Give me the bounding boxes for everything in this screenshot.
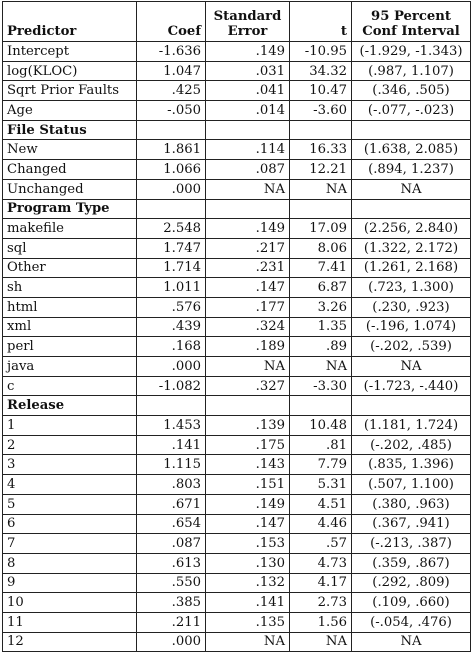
conf-interval-cell: (.380, .963) — [352, 494, 471, 514]
standard-error-cell: .139 — [206, 416, 290, 436]
predictor-cell: 6 — [3, 514, 137, 534]
conf-interval-cell: (.835, 1.396) — [352, 455, 471, 475]
predictor-cell: xml — [3, 317, 137, 337]
predictor-cell: Changed — [3, 160, 137, 180]
t-value-cell: -10.95 — [290, 42, 352, 62]
standard-error-cell: .327 — [206, 376, 290, 396]
t-value-cell: NA — [290, 179, 352, 199]
table-row — [3, 593, 471, 613]
conf-interval-cell: (-.196, 1.074) — [352, 317, 471, 337]
standard-error-cell: .177 — [206, 297, 290, 317]
t-value-cell: 3.26 — [290, 297, 352, 317]
t-value-cell: .81 — [290, 435, 352, 455]
empty-cell — [352, 396, 471, 416]
conf-interval-cell: NA — [352, 357, 471, 377]
coef-cell: .654 — [137, 514, 206, 534]
coef-cell: -1.082 — [137, 376, 206, 396]
table-row — [3, 514, 471, 534]
conf-interval-cell: (.109, .660) — [352, 593, 471, 613]
t-value-cell: 1.35 — [290, 317, 352, 337]
standard-error-cell: .153 — [206, 534, 290, 554]
t-value-cell: 7.41 — [290, 258, 352, 278]
table-row — [3, 140, 471, 160]
predictor-cell: Sqrt Prior Faults — [3, 81, 137, 101]
predictor-cell: java — [3, 357, 137, 377]
header-row — [3, 2, 471, 42]
table-row — [3, 534, 471, 554]
standard-error-cell: .141 — [206, 593, 290, 613]
t-value-cell: 7.79 — [290, 455, 352, 475]
conf-interval-cell: (-.202, .485) — [352, 435, 471, 455]
header-coef: Coef — [137, 2, 206, 42]
header-ci-line2: Conf Interval — [362, 24, 460, 39]
standard-error-cell: .147 — [206, 514, 290, 534]
standard-error-cell: .143 — [206, 455, 290, 475]
t-value-cell: 17.09 — [290, 219, 352, 239]
coef-cell: .211 — [137, 612, 206, 632]
predictor-cell: c — [3, 376, 137, 396]
standard-error-cell: .130 — [206, 553, 290, 573]
predictor-cell: 8 — [3, 553, 137, 573]
conf-interval-cell: (-.202, .539) — [352, 337, 471, 357]
conf-interval-cell: NA — [352, 632, 471, 652]
coef-cell: .550 — [137, 573, 206, 593]
standard-error-cell: .132 — [206, 573, 290, 593]
t-value-cell: 4.17 — [290, 573, 352, 593]
conf-interval-cell: (.507, 1.100) — [352, 475, 471, 495]
table-row — [3, 435, 471, 455]
standard-error-cell: .041 — [206, 81, 290, 101]
empty-cell — [137, 396, 206, 416]
standard-error-cell: .087 — [206, 160, 290, 180]
predictor-cell: makefile — [3, 219, 137, 239]
regression-table-container — [2, 1, 470, 652]
conf-interval-cell: (.292, .809) — [352, 573, 471, 593]
t-value-cell: NA — [290, 357, 352, 377]
standard-error-cell: .147 — [206, 278, 290, 298]
empty-cell — [137, 199, 206, 219]
conf-interval-cell: (.359, .867) — [352, 553, 471, 573]
table-row — [3, 632, 471, 652]
conf-interval-cell: (-.213, .387) — [352, 534, 471, 554]
coef-cell: -.050 — [137, 101, 206, 121]
t-value-cell: 8.06 — [290, 238, 352, 258]
predictor-cell: perl — [3, 337, 137, 357]
table-row — [3, 376, 471, 396]
coef-cell: .000 — [137, 632, 206, 652]
predictor-cell: 5 — [3, 494, 137, 514]
t-value-cell: 34.32 — [290, 61, 352, 81]
coef-cell: .425 — [137, 81, 206, 101]
coef-cell: .803 — [137, 475, 206, 495]
coef-cell: 2.548 — [137, 219, 206, 239]
empty-cell — [290, 199, 352, 219]
table-row — [3, 612, 471, 632]
table-row — [3, 573, 471, 593]
coef-cell: .087 — [137, 534, 206, 554]
table-row — [3, 494, 471, 514]
predictor-cell: Intercept — [3, 42, 137, 62]
coef-cell: .671 — [137, 494, 206, 514]
predictor-cell: Other — [3, 258, 137, 278]
coef-cell: 1.047 — [137, 61, 206, 81]
predictor-cell: 9 — [3, 573, 137, 593]
table-row — [3, 238, 471, 258]
predictor-cell: 4 — [3, 475, 137, 495]
coef-cell: .000 — [137, 357, 206, 377]
standard-error-cell: .151 — [206, 475, 290, 495]
empty-cell — [290, 120, 352, 140]
conf-interval-cell: (.894, 1.237) — [352, 160, 471, 180]
coef-cell: .168 — [137, 337, 206, 357]
table-header — [3, 2, 471, 42]
standard-error-cell: .149 — [206, 42, 290, 62]
conf-interval-cell: NA — [352, 179, 471, 199]
section-label: Release — [3, 396, 137, 416]
coef-cell: 1.747 — [137, 238, 206, 258]
table-row — [3, 357, 471, 377]
table-row — [3, 179, 471, 199]
conf-interval-cell: (.723, 1.300) — [352, 278, 471, 298]
predictor-cell: sh — [3, 278, 137, 298]
empty-cell — [137, 120, 206, 140]
standard-error-cell: .217 — [206, 238, 290, 258]
standard-error-cell: .114 — [206, 140, 290, 160]
section-header-row — [3, 199, 471, 219]
conf-interval-cell: (-1.723, -.440) — [352, 376, 471, 396]
t-value-cell: 2.73 — [290, 593, 352, 613]
conf-interval-cell: (.230, .923) — [352, 297, 471, 317]
section-header-row — [3, 396, 471, 416]
standard-error-cell: .324 — [206, 317, 290, 337]
conf-interval-cell: (2.256, 2.840) — [352, 219, 471, 239]
predictor-cell: New — [3, 140, 137, 160]
table-row — [3, 317, 471, 337]
standard-error-cell: .231 — [206, 258, 290, 278]
standard-error-cell: NA — [206, 179, 290, 199]
table-row — [3, 81, 471, 101]
coef-cell: -1.636 — [137, 42, 206, 62]
standard-error-cell: .135 — [206, 612, 290, 632]
coef-cell: 1.115 — [137, 455, 206, 475]
coef-cell: 1.066 — [137, 160, 206, 180]
t-value-cell: -3.30 — [290, 376, 352, 396]
t-value-cell: .57 — [290, 534, 352, 554]
standard-error-cell: NA — [206, 357, 290, 377]
t-value-cell: 6.87 — [290, 278, 352, 298]
empty-cell — [352, 199, 471, 219]
coef-cell: .000 — [137, 179, 206, 199]
predictor-cell: 11 — [3, 612, 137, 632]
t-value-cell: 5.31 — [290, 475, 352, 495]
t-value-cell: 4.51 — [290, 494, 352, 514]
t-value-cell: 10.48 — [290, 416, 352, 436]
table-row — [3, 61, 471, 81]
table-row — [3, 160, 471, 180]
conf-interval-cell: (1.638, 2.085) — [352, 140, 471, 160]
t-value-cell: 10.47 — [290, 81, 352, 101]
header-standard-error — [206, 2, 290, 42]
empty-cell — [206, 199, 290, 219]
conf-interval-cell: (-.054, .476) — [352, 612, 471, 632]
t-value-cell: -3.60 — [290, 101, 352, 121]
standard-error-cell: .031 — [206, 61, 290, 81]
table-row — [3, 297, 471, 317]
table-row — [3, 337, 471, 357]
header-predictor: Predictor — [3, 2, 137, 42]
coef-cell: 1.714 — [137, 258, 206, 278]
standard-error-cell: .175 — [206, 435, 290, 455]
empty-cell — [206, 396, 290, 416]
conf-interval-cell: (1.181, 1.724) — [352, 416, 471, 436]
table-row — [3, 258, 471, 278]
header-se-line1: Standard — [213, 9, 282, 24]
section-header-row — [3, 120, 471, 140]
coef-cell: .141 — [137, 435, 206, 455]
conf-interval-cell: (1.261, 2.168) — [352, 258, 471, 278]
conf-interval-cell: (-1.929, -1.343) — [352, 42, 471, 62]
conf-interval-cell: (.346, .505) — [352, 81, 471, 101]
predictor-cell: log(KLOC) — [3, 61, 137, 81]
predictor-cell: html — [3, 297, 137, 317]
empty-cell — [206, 120, 290, 140]
conf-interval-cell: (1.322, 2.172) — [352, 238, 471, 258]
table-row — [3, 475, 471, 495]
table-row — [3, 416, 471, 436]
t-value-cell: NA — [290, 632, 352, 652]
predictor-cell: 12 — [3, 632, 137, 652]
header-ci-line1: 95 Percent — [371, 9, 451, 24]
coef-cell: .439 — [137, 317, 206, 337]
conf-interval-cell: (.367, .941) — [352, 514, 471, 534]
standard-error-cell: .149 — [206, 494, 290, 514]
t-value-cell: 4.46 — [290, 514, 352, 534]
predictor-cell: 10 — [3, 593, 137, 613]
coef-cell: 1.861 — [137, 140, 206, 160]
t-value-cell: 1.56 — [290, 612, 352, 632]
t-value-cell: .89 — [290, 337, 352, 357]
table-row — [3, 101, 471, 121]
header-conf-interval — [352, 2, 471, 42]
predictor-cell: 7 — [3, 534, 137, 554]
standard-error-cell: .189 — [206, 337, 290, 357]
section-label: Program Type — [3, 199, 137, 219]
t-value-cell: 16.33 — [290, 140, 352, 160]
conf-interval-cell: (.987, 1.107) — [352, 61, 471, 81]
predictor-cell: sql — [3, 238, 137, 258]
coef-cell: 1.011 — [137, 278, 206, 298]
table-body — [3, 42, 471, 652]
coef-cell: .613 — [137, 553, 206, 573]
conf-interval-cell: (-.077, -.023) — [352, 101, 471, 121]
predictor-cell: 1 — [3, 416, 137, 436]
t-value-cell: 12.21 — [290, 160, 352, 180]
table-row — [3, 455, 471, 475]
header-se-line2: Error — [227, 24, 268, 39]
predictor-cell: Unchanged — [3, 179, 137, 199]
table-row — [3, 42, 471, 62]
table-row — [3, 219, 471, 239]
coef-cell: 1.453 — [137, 416, 206, 436]
predictor-cell: 2 — [3, 435, 137, 455]
section-label: File Status — [3, 120, 137, 140]
predictor-cell: 3 — [3, 455, 137, 475]
standard-error-cell: .149 — [206, 219, 290, 239]
table-row — [3, 278, 471, 298]
coef-cell: .576 — [137, 297, 206, 317]
coef-cell: .385 — [137, 593, 206, 613]
regression-table — [2, 1, 471, 652]
predictor-cell: Age — [3, 101, 137, 121]
header-t: t — [290, 2, 352, 42]
empty-cell — [290, 396, 352, 416]
empty-cell — [352, 120, 471, 140]
standard-error-cell: NA — [206, 632, 290, 652]
standard-error-cell: .014 — [206, 101, 290, 121]
table-row — [3, 553, 471, 573]
t-value-cell: 4.73 — [290, 553, 352, 573]
